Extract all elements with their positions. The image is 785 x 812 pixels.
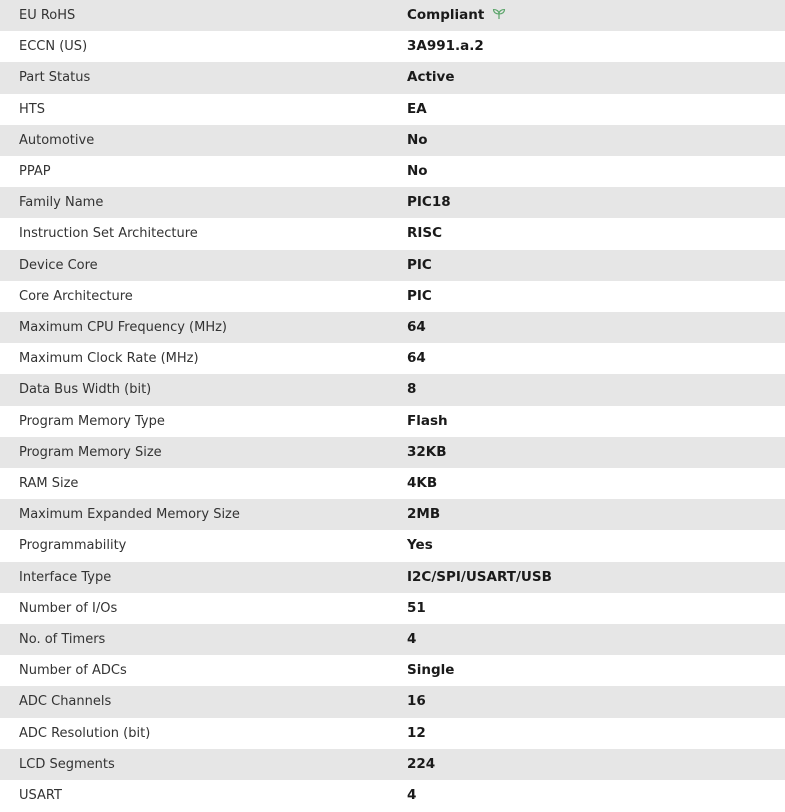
- spec-label: Automotive: [19, 132, 95, 148]
- spec-row: [0, 187, 785, 218]
- spec-value-text: No: [407, 131, 428, 148]
- spec-value-text: 3A991.a.2: [407, 38, 484, 55]
- spec-value: [407, 374, 785, 405]
- spec-row: [0, 593, 785, 624]
- spec-value-text: RISC: [407, 225, 443, 242]
- spec-label: Number of I/Os: [19, 600, 118, 616]
- spec-row: [0, 94, 785, 125]
- spec-value-text: 64: [407, 319, 426, 336]
- spec-value: [407, 343, 785, 374]
- spec-label: Number of ADCs: [19, 663, 127, 679]
- spec-value-text: 64: [407, 350, 426, 367]
- spec-value-text: Yes: [407, 537, 433, 554]
- spec-value: [407, 437, 785, 468]
- spec-value-text: No: [407, 163, 428, 180]
- spec-row: [0, 780, 785, 811]
- spec-value-text: I2C/SPI/USART/USB: [407, 568, 552, 585]
- spec-value-text: 8: [407, 381, 417, 398]
- spec-row: [0, 0, 785, 31]
- spec-value: [407, 156, 785, 187]
- spec-value-text: 51: [407, 599, 426, 616]
- spec-value-text: 4KB: [407, 475, 438, 492]
- spec-value: [407, 250, 785, 281]
- spec-row: [0, 562, 785, 593]
- spec-value: [407, 530, 785, 561]
- spec-value: [407, 218, 785, 249]
- spec-row: [0, 250, 785, 281]
- spec-label: ADC Resolution (bit): [19, 725, 151, 741]
- spec-label: Device Core: [19, 257, 98, 273]
- spec-value: [407, 593, 785, 624]
- spec-row: [0, 624, 785, 655]
- spec-row: [0, 406, 785, 437]
- spec-value: [407, 62, 785, 93]
- spec-label: Programmability: [19, 538, 127, 554]
- spec-value: [407, 125, 785, 156]
- spec-label: ECCN (US): [19, 39, 88, 55]
- spec-value: [407, 187, 785, 218]
- spec-row: [0, 156, 785, 187]
- spec-row: [0, 31, 785, 62]
- spec-label: LCD Segments: [19, 756, 115, 772]
- spec-label: Maximum Expanded Memory Size: [19, 507, 240, 523]
- spec-label: USART: [19, 788, 62, 804]
- spec-row: [0, 218, 785, 249]
- spec-value: [407, 624, 785, 655]
- spec-value: [407, 749, 785, 780]
- spec-value-text: Single: [407, 662, 455, 679]
- spec-value: [407, 281, 785, 312]
- spec-label: Program Memory Size: [19, 444, 162, 460]
- spec-row: [0, 499, 785, 530]
- spec-label: Part Status: [19, 70, 91, 86]
- spec-value-text: 4: [407, 787, 417, 804]
- spec-value: [407, 31, 785, 62]
- spec-value: [407, 718, 785, 749]
- spec-row: [0, 125, 785, 156]
- spec-value: [407, 94, 785, 125]
- spec-value-text: 32KB: [407, 443, 447, 460]
- spec-value: [407, 406, 785, 437]
- spec-label: No. of Timers: [19, 632, 106, 648]
- spec-label: PPAP: [19, 164, 51, 180]
- spec-label: Maximum CPU Frequency (MHz): [19, 320, 227, 336]
- spec-row: [0, 281, 785, 312]
- spec-value-text: Flash: [407, 412, 448, 429]
- spec-value: [407, 0, 785, 31]
- spec-value-text: Compliant: [407, 7, 485, 23]
- spec-value: [407, 655, 785, 686]
- spec-row: [0, 686, 785, 717]
- spec-value-text: 4: [407, 631, 417, 648]
- spec-label: Data Bus Width (bit): [19, 382, 152, 398]
- spec-row: [0, 718, 785, 749]
- spec-value: [407, 686, 785, 717]
- spec-label: HTS: [19, 101, 45, 117]
- spec-row: [0, 655, 785, 686]
- spec-label: ADC Channels: [19, 694, 112, 710]
- spec-value-text: 12: [407, 724, 426, 741]
- spec-label: Program Memory Type: [19, 413, 165, 429]
- spec-row: [0, 374, 785, 405]
- spec-label: Instruction Set Architecture: [19, 226, 198, 242]
- spec-value: [407, 562, 785, 593]
- spec-row: [0, 437, 785, 468]
- spec-label: Core Architecture: [19, 288, 133, 304]
- spec-row: [0, 62, 785, 93]
- spec-value: [407, 780, 785, 811]
- leaf-icon: [492, 1, 506, 13]
- spec-row: [0, 343, 785, 374]
- spec-value-text: PIC18: [407, 194, 451, 211]
- spec-value-text: 16: [407, 693, 426, 710]
- spec-row: [0, 749, 785, 780]
- spec-row: [0, 312, 785, 343]
- spec-row: [0, 530, 785, 561]
- spec-value-text: PIC: [407, 287, 432, 304]
- spec-value-text: EA: [407, 100, 427, 117]
- spec-value-text: 2MB: [407, 506, 441, 523]
- spec-label: Family Name: [19, 195, 104, 211]
- spec-value: [407, 468, 785, 499]
- spec-value: [407, 312, 785, 343]
- spec-row: [0, 468, 785, 499]
- spec-value-text: 224: [407, 755, 436, 772]
- spec-value: [407, 499, 785, 530]
- spec-label: Maximum Clock Rate (MHz): [19, 351, 199, 367]
- spec-label: Interface Type: [19, 569, 112, 585]
- spec-value-text: Active: [407, 69, 455, 86]
- spec-value-text: PIC: [407, 256, 432, 273]
- spec-label: RAM Size: [19, 476, 79, 492]
- spec-label: EU RoHS: [19, 8, 76, 23]
